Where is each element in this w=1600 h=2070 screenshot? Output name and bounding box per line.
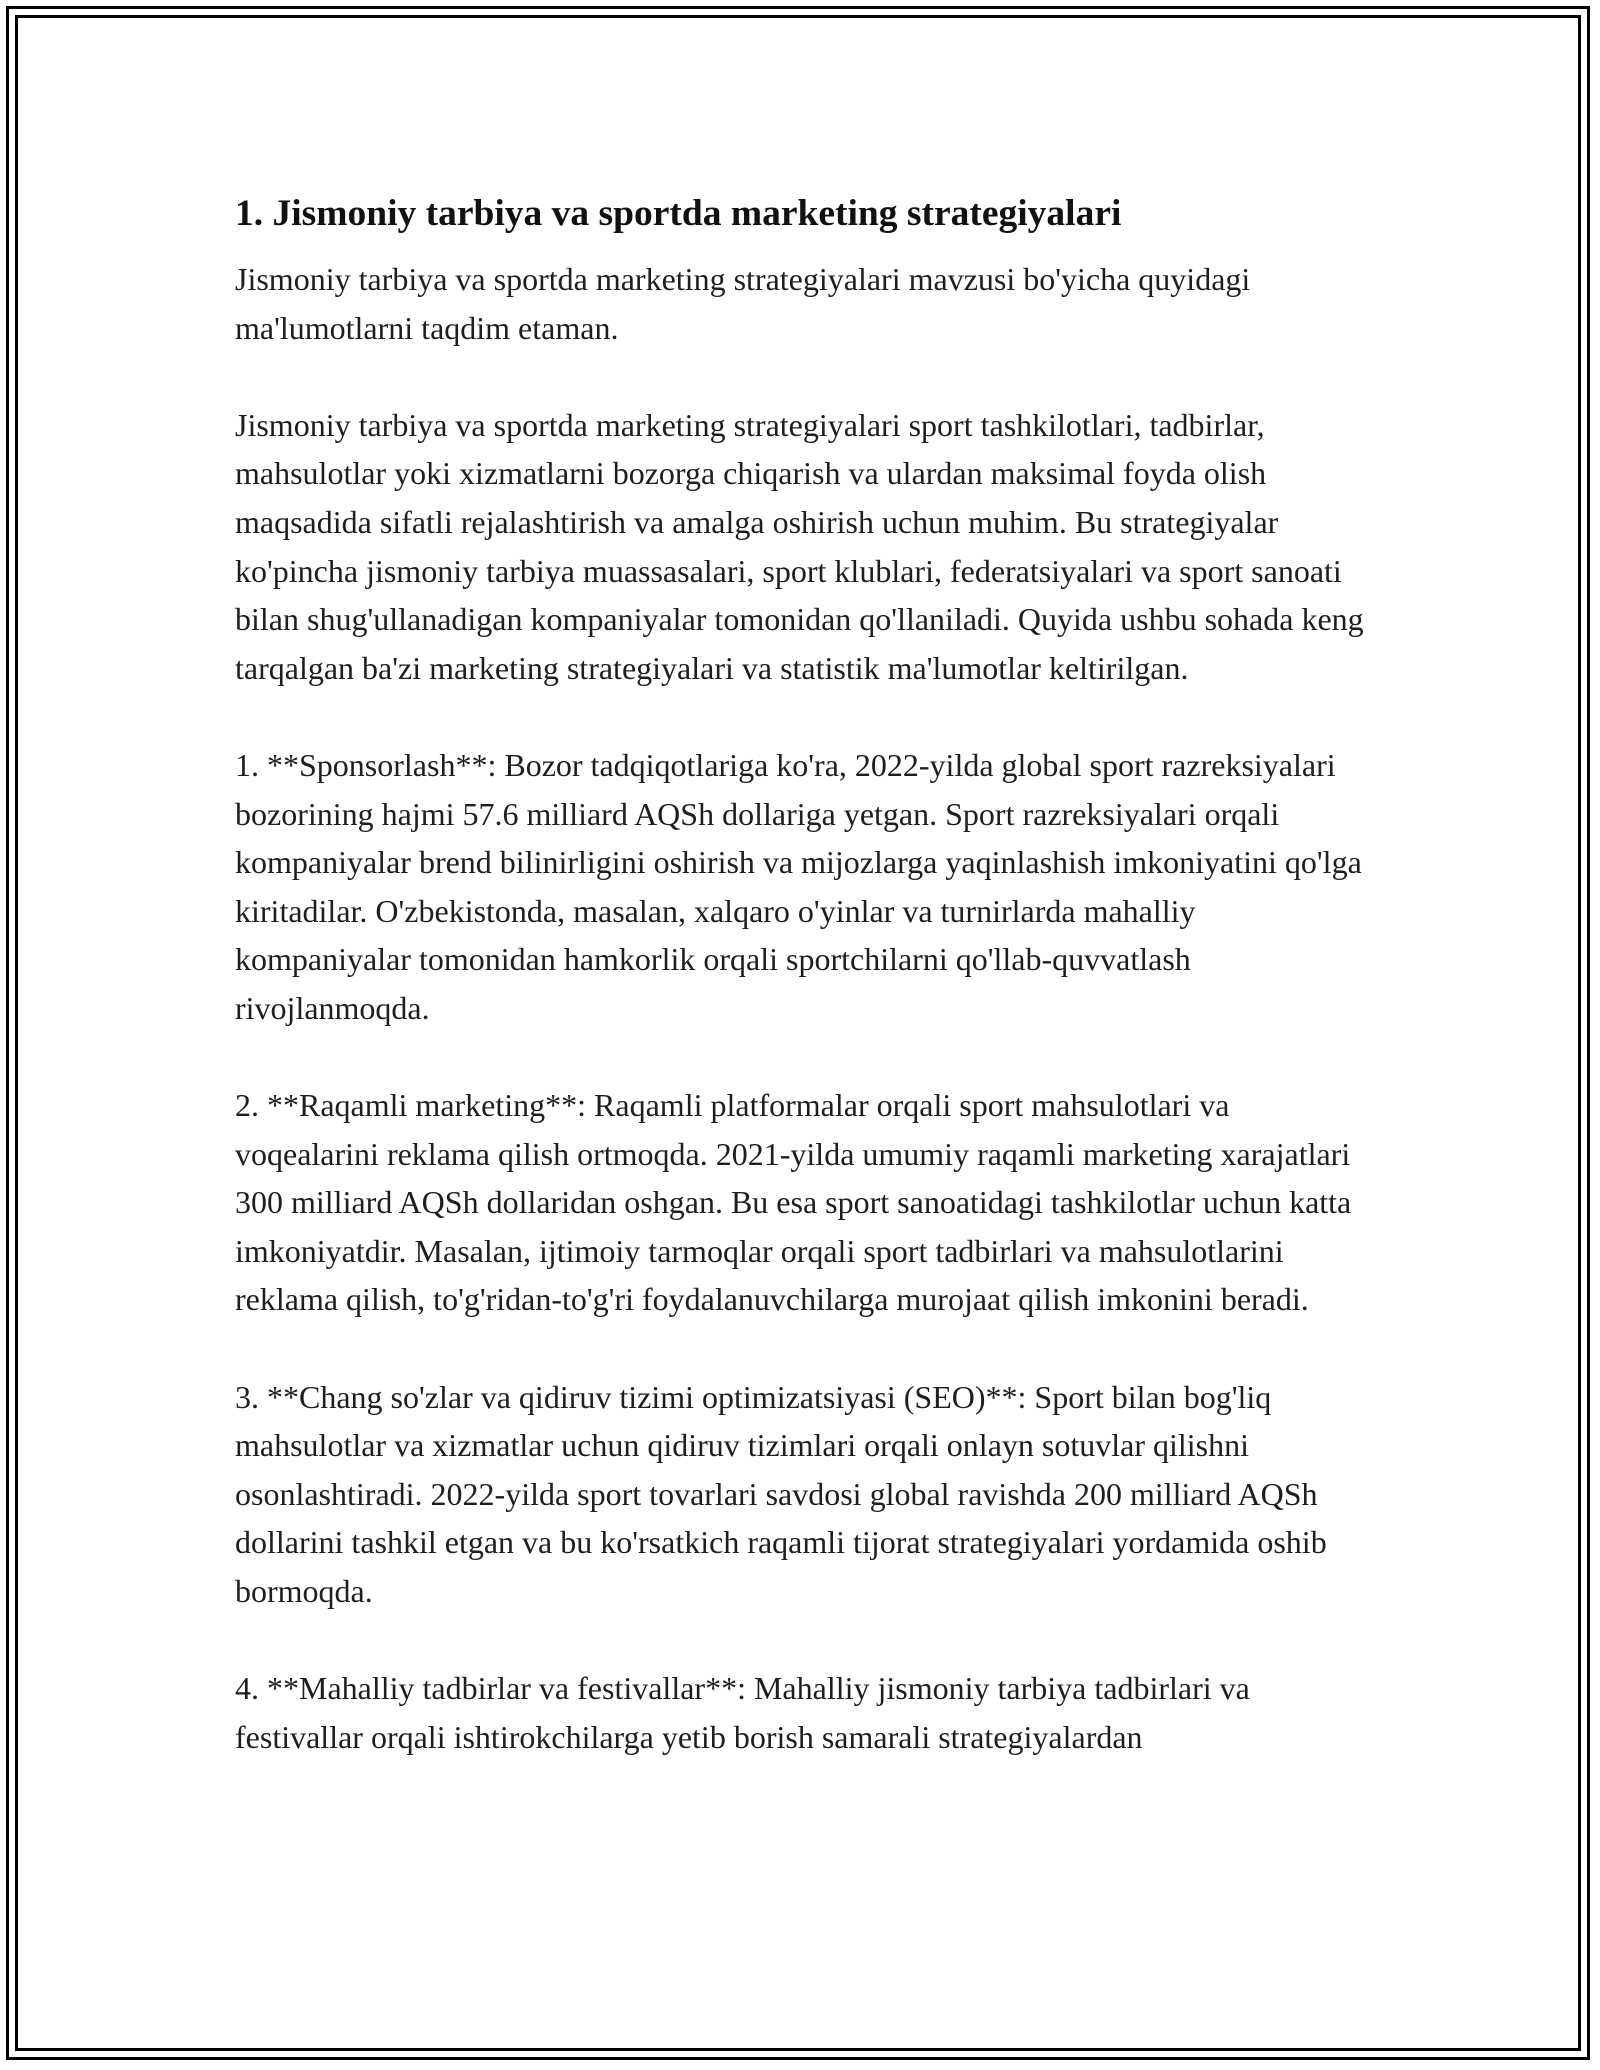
intro-paragraph: Jismoniy tarbiya va sportda marketing strategiyalari mavzusi bo'yicha quyidagi ma'lumotlarni taqdim etaman. — [235, 261, 1251, 346]
document-body — [235, 188, 1370, 1810]
document-title: 1. Jismoniy tarbiya va sportda marketing strategiyalari — [235, 193, 1122, 234]
strategy-seo-paragraph: 3. **Chang so'zlar va qidiruv tizimi optimizatsiyasi (SEO)**: Sport bilan bog'liq mahsulotlar va xizmatlar uchun qidiruv tizimlari orqali onlayn sotuvlar qilishni osonlashtiradi. 2022-yilda sport tovarlari savdosi global ravishda 200 milliard AQSh dollarini tashkil etgan va bu ko'rsatkich raqamli tijorat strategiyalari yordamida oshib bormoqda. — [235, 1378, 1327, 1610]
overview-paragraph: Jismoniy tarbiya va sportda marketing strategiyalari sport tashkilotlari, tadbirlar, mahsulotlar yoki xizmatlarni bozorga chiqarish va ulardan maksimal foyda olish maqsadida sifatli rejalashtirish va amalga oshirish uchun muhim. Bu strategiyalar ko'pincha jismoniy tarbiya muassasalari, sport klublari, federatsiyalari va sport sanoati bilan shug'ullanadigan kompaniyalar tomonidan qo'llaniladi. Quyida ushbu sohada keng tarqalgan ba'zi marketing strategiyalari va statistik ma'lumotlar keltirilgan. — [235, 406, 1364, 686]
strategy-sponsorship-paragraph: 1. **Sponsorlash**: Bozor tadqiqotlariga ko'ra, 2022-yilda global sport razreksiyalari bozorining hajmi 57.6 milliard AQSh dollariga yetgan. Sport razreksiyalari orqali kompaniyalar brend bilinirligini oshirish va mijozlarga yaqinlashish imkoniyatini qo'lga kiritadilar. O'zbekistonda, masalan, xalqaro o'yinlar va turnirlarda mahalliy kompaniyalar tomonidan hamkorlik orqali sportchilarni qo'llab-quvvatlash rivojlanmoqda. — [235, 746, 1362, 1026]
strategy-local-events-paragraph: 4. **Mahalliy tadbirlar va festivallar**: Mahalliy jismoniy tarbiya tadbirlari va festivallar orqali ishtirokchilarga yetib borish samarali strategiyalardan — [235, 1670, 1250, 1755]
strategy-digital-marketing-paragraph: 2. **Raqamli marketing**: Raqamli platformalar orqali sport mahsulotlari va voqealarini reklama qilish ortmoqda. 2021-yilda umumiy raqamli marketing xarajatlari 300 milliard AQSh dollaridan oshgan. Bu esa sport sanoatidagi tashkilotlar uchun katta imkoniyatdir. Masalan, ijtimoiy tarmoqlar orqali sport tadbirlari va mahsulotlarini reklama qilish, to'g'ridan-to'g'ri foydalanuvchilarga murojaat qilish imkonini beradi. — [235, 1087, 1352, 1318]
